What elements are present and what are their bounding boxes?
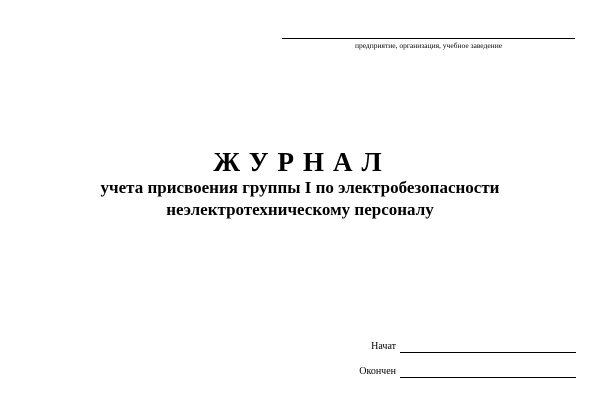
finished-label: Окончен — [359, 366, 396, 377]
journal-title: ЖУРНАЛ — [213, 147, 391, 177]
journal-subtitle-line-2: неэлектротехническому персоналу — [166, 200, 434, 219]
started-label: Начат — [371, 341, 396, 352]
started-field — [330, 341, 576, 355]
finished-field — [330, 366, 576, 380]
journal-subtitle-line-1: учета присвоения группы I по электробезопасности — [100, 178, 500, 197]
organization-name-line — [282, 38, 575, 39]
started-date-line — [400, 352, 576, 353]
organization-caption: предприятие, организация, учебное заведение — [354, 41, 503, 50]
finished-date-line — [400, 377, 576, 378]
